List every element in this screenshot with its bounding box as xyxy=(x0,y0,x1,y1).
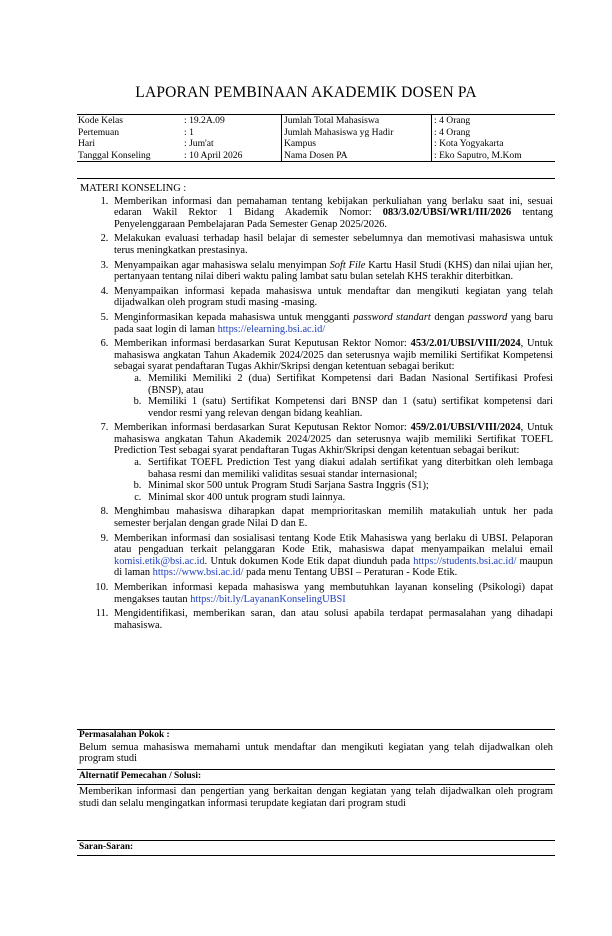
list-item xyxy=(111,422,553,503)
list-item xyxy=(111,338,553,419)
item-text: , Untuk mahasiswa angkatan Tahun Akademik 2024/2025 dan seterusnya wajib memiliki Sertifikat Kompetensi sebagai syarat pendaftaran Tugas Akhir/Skripsi dengan ketentuan sebagai berikut: xyxy=(114,338,553,373)
elearning-link[interactable]: https://elearning.bsi.ac.id/ xyxy=(217,323,326,335)
info-value: : 4 Orang xyxy=(432,127,556,139)
item-text: Memberikan informasi dan sosialisasi tentang Kode Etik Mahasiswa yang berlaku di UBSI. Pelaporan atau pengaduan terkait pelanggaran Kode Etik, mahasiswa dapat menyampaikan melalui email xyxy=(114,532,553,556)
item-italic: password standart xyxy=(353,311,431,323)
info-label: Jumlah Total Mahasiswa xyxy=(282,115,432,127)
item-text: Menyampaikan informasi kepada mahasiswa untuk mendaftar dan mengikuti kegiatan yang telah dijadwalkan oleh program studi masing -masing. xyxy=(114,285,553,309)
list-item xyxy=(111,312,553,335)
students-link[interactable]: https://students.bsi.ac.id/ xyxy=(413,555,517,567)
item-bold: 453/2.01/UBSI/VIII/2024 xyxy=(410,338,521,350)
list-item xyxy=(111,196,553,231)
divider xyxy=(77,855,555,856)
sub-item: b. Minimal skor 500 untuk Program Studi Sarjana Sastra Inggris (S1); xyxy=(144,480,553,492)
info-row xyxy=(77,138,555,150)
item-italic: Soft File xyxy=(329,259,366,271)
alternatif-body xyxy=(77,786,555,809)
sub-item: a. Memiliki Memiliki 2 (dua) Sertifikat Kompetensi dari Badan Nasional Sertifikasi Profesi (BNSP), atau xyxy=(144,373,553,396)
alternatif-heading: Alternatif Pemecahan / Solusi: xyxy=(79,771,202,781)
sub-item: c. Minimal skor 400 untuk program studi lainnya. xyxy=(144,492,553,504)
item-text: Melakukan evaluasi terhadap hasil belajar di semester sebelumnya dan memotivasi mahasiswa untuk terus meningkatkan prestasinya. xyxy=(114,233,553,256)
info-value: : 10 April 2026 xyxy=(183,150,282,162)
info-row xyxy=(77,115,555,127)
item-text: Memberikan informasi berdasarkan Surat Keputusan Rektor Nomor: xyxy=(114,422,407,434)
item-text: Mengidentifikasi, memberikan saran, dan atau solusi apabila terdapat permasalahan yang dihadapi mahasiswa. xyxy=(114,608,553,631)
divider xyxy=(77,784,555,785)
list-item xyxy=(111,608,553,631)
info-label: Kode Kelas xyxy=(77,115,183,127)
materi-list xyxy=(77,196,555,632)
item-text: Menyampaikan agar mahasiswa selalu menyimpan xyxy=(114,259,330,271)
list-item xyxy=(111,286,553,309)
list-item xyxy=(111,260,553,283)
item-italic: password xyxy=(467,311,508,323)
info-label: Jumlah Mahasiswa yg Hadir xyxy=(282,127,432,139)
item-text: Kartu Hasil Studi (KHS) dan nilai ujian her, pertanyaan tentang nilai diberi waktu paling lambat satu bulan setelah KHS terakhir diterbitkan. xyxy=(114,259,554,283)
alternatif-text: Memberikan informasi dan pengertian yang berkaitan dengan kegiatan yang telah dijadwalkan oleh program studi dan selalu mengingatkan informasi terupdate kegiatan dari program studi xyxy=(79,786,553,809)
info-label: Nama Dosen PA xyxy=(282,150,432,162)
info-table xyxy=(77,114,555,162)
item-text: Memberikan informasi dan pemahaman tentang kebijakan perkuliahan yang berlaku saat ini, sesuai edaran Wakil Rektor 1 Bidang Akademik Nomor: xyxy=(114,195,553,219)
alternatif-section xyxy=(77,771,555,783)
sub-item: a. Sertifikat TOEFL Prediction Test yang diakui adalah sertifikat yang diterbitkan oleh lembaga bahasa resmi dan memiliki validitas sesuai standar internasional; xyxy=(144,457,553,480)
info-row xyxy=(77,127,555,139)
item-text: dengan xyxy=(430,311,468,323)
list-item xyxy=(111,233,553,256)
konseling-link[interactable]: https://bit.ly/LayananKonselingUBSI xyxy=(190,593,346,605)
email-link[interactable]: komisi.etik@bsi.ac.id xyxy=(114,555,205,567)
item-text: . Untuk dokumen Kode Etik dapat diunduh pada xyxy=(204,555,414,567)
info-row xyxy=(77,150,555,162)
saran-heading: Saran-Saran: xyxy=(79,842,134,852)
sub-list xyxy=(114,457,553,503)
info-label: Hari xyxy=(78,138,96,149)
item-text: , Untuk mahasiswa angkatan Tahun Akademik 2024/2025 dan seterusnya wajib memiliki Sertifikat TOEFL Prediction Test sebagai syarat pendaftaran Tugas Akhir/Skripsi dengan ketentuan sebagai berikut: xyxy=(114,422,553,457)
item-text: Memberikan informasi berdasarkan Surat Keputusan Rektor Nomor: xyxy=(114,338,407,350)
info-value: : 4 Orang xyxy=(432,115,556,127)
info-value: : Jum'at xyxy=(184,138,214,149)
sub-list xyxy=(114,373,553,419)
list-item xyxy=(111,582,553,605)
divider xyxy=(77,840,555,841)
permasalahan-heading: Permasalahan Pokok : xyxy=(79,730,170,740)
item-text: maupun di laman xyxy=(114,555,553,579)
item-text: Memberikan informasi kepada mahasiswa yang membutuhkan layanan konseling (Psikologi) dapat mengakses tautan xyxy=(114,582,553,605)
info-label: Pertemuan xyxy=(78,126,120,138)
item-text: tentang Penyelenggaraan Pembelajaran Pada Semester Genap 2025/2026. xyxy=(114,207,553,230)
permasalahan-text: Belum semua mahasiswa memahami untuk mendaftar dan mengikuti kegiatan yang telah dijadwalkan oleh program studi xyxy=(79,741,553,765)
item-text: Menginformasikan kepada mahasiswa untuk mengganti xyxy=(114,311,354,323)
info-label: Tanggal Konseling xyxy=(77,150,183,162)
item-text: yang baru pada saat login di laman xyxy=(114,311,554,335)
sub-item: b. Memiliki 1 (satu) Sertifikat Kompetensi dari BNSP dan 1 (satu) sertifikat kompetensi dari vendor resmi yang relevan dengan bidang keahlian. xyxy=(144,396,553,419)
page-title: LAPORAN PEMBINAAN AKADEMIK DOSEN PA xyxy=(135,84,477,101)
item-bold: 083/3.02/UBSI/WR1/III/2026 xyxy=(382,207,512,219)
info-value: : 19.2A.09 xyxy=(183,115,282,127)
permasalahan-section xyxy=(77,730,555,765)
info-value: : 1 xyxy=(184,126,194,138)
item-bold: 459/2.01/UBSI/VIII/2024 xyxy=(410,422,521,434)
info-value: : Kota Yogyakarta xyxy=(432,138,556,150)
list-item xyxy=(111,506,553,529)
item-text: Menghimbau mahasiswa diharapkan dapat memprioritaskan memilih matakuliah untuk her pada semester berjalan dengan grade Nilai D dan E. xyxy=(114,506,553,530)
materi-title: MATERI KONSELING : xyxy=(80,183,187,194)
bsi-website-link[interactable]: https://www.bsi.ac.id/ xyxy=(152,567,244,579)
saran-section xyxy=(77,842,555,854)
info-value: : Eko Saputro, M.Kom xyxy=(432,150,556,162)
info-label: Kampus xyxy=(282,138,432,150)
divider xyxy=(77,769,555,770)
item-text: pada menu Tentang UBSI – Peraturan - Kode Etik. xyxy=(243,567,458,579)
materi-section xyxy=(77,178,555,730)
list-item xyxy=(111,533,553,579)
